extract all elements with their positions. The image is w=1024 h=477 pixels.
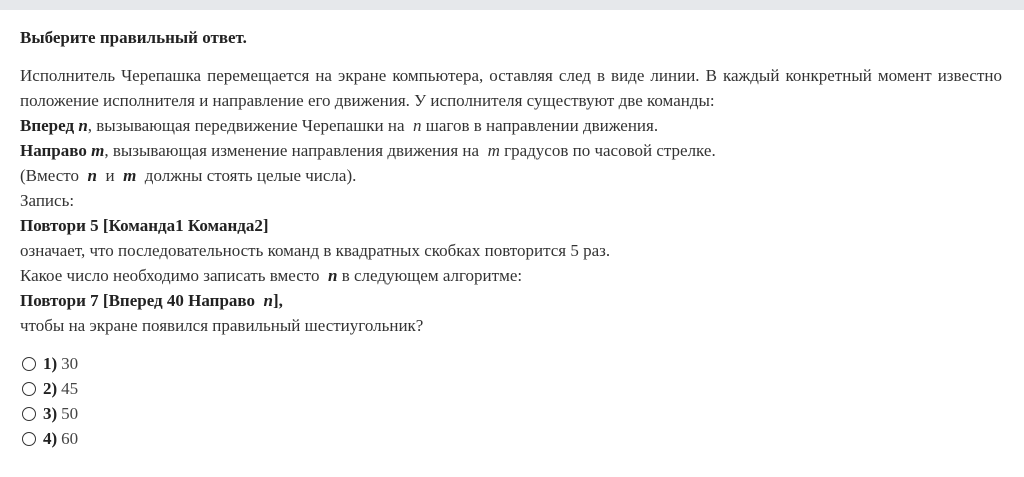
- command-right-text-b: градусов по часовой стрелке.: [504, 141, 716, 160]
- command-right-var2: m: [487, 141, 500, 160]
- ask-var: n: [327, 266, 338, 285]
- top-bar: [0, 0, 1024, 10]
- algorithm-var: n: [263, 291, 273, 310]
- record-label: Запись:: [20, 191, 75, 210]
- radio-button[interactable]: [22, 382, 36, 396]
- command-right-var: m: [91, 141, 105, 160]
- option-value: 50: [61, 403, 79, 423]
- algorithm-text-a: Повтори 7 [Вперед 40 Направо: [20, 291, 255, 310]
- radio-button[interactable]: [22, 432, 36, 446]
- command-forward-var2: n: [413, 116, 422, 135]
- ask-line: [20, 263, 1002, 288]
- note-var-n: n: [87, 166, 97, 185]
- note-var-m: m: [123, 166, 137, 185]
- command-right-name: Направо: [20, 141, 87, 160]
- answer-option-4[interactable]: [20, 426, 1002, 451]
- option-value: 30: [61, 353, 79, 373]
- command-forward-text-b: шагов в направлении движения.: [425, 116, 659, 135]
- command-right-line: [20, 138, 1002, 163]
- note-and: и: [105, 166, 115, 185]
- algorithm-text-b: ],: [272, 291, 283, 310]
- option-number: 3): [43, 403, 58, 423]
- command-forward-name: Вперед: [20, 116, 75, 135]
- ask-text-b: в следующем алгоритме:: [341, 266, 523, 285]
- question-block: [20, 24, 1002, 451]
- answer-option-1[interactable]: [20, 351, 1002, 376]
- note-text-a: (Вместо: [20, 166, 79, 185]
- answer-options: [20, 351, 1002, 451]
- option-value: 45: [61, 378, 79, 398]
- command-forward-var: n: [78, 116, 88, 135]
- answer-option-3[interactable]: [20, 401, 1002, 426]
- command-forward-line: [20, 113, 1002, 138]
- radio-button[interactable]: [22, 357, 36, 371]
- ask-text-a: Какое число необходимо записать вместо: [20, 266, 320, 285]
- answer-option-2[interactable]: [20, 376, 1002, 401]
- option-value: 60: [61, 428, 79, 448]
- question-instruction: Выберите правильный ответ.: [20, 28, 247, 47]
- option-number: 1): [43, 353, 58, 373]
- radio-button[interactable]: [22, 407, 36, 421]
- question-intro: Исполнитель Черепашка перемещается на экране компьютера, оставляя след в виде линии. В каждый конкретный момент известно положение исполнителя и направление его движения. У исполнителя существуют две команды:: [20, 66, 1002, 110]
- repeat-meaning: означает, что последовательность команд в квадратных скобках повторится 5 раз.: [20, 241, 611, 260]
- note-text-b: должны стоять целые числа).: [144, 166, 357, 185]
- command-forward-text-a: , вызывающая передвижение Черепашки на: [87, 116, 405, 135]
- option-number: 2): [43, 378, 58, 398]
- repeat-example: Повтори 5 [Команда1 Команда2]: [20, 216, 269, 235]
- algorithm-line: [20, 288, 1002, 313]
- command-right-text-a: , вызывающая изменение направления движения на: [104, 141, 480, 160]
- goal-line: чтобы на экране появился правильный шестиугольник?: [20, 316, 424, 335]
- option-number: 4): [43, 428, 58, 448]
- note-line: [20, 163, 1002, 188]
